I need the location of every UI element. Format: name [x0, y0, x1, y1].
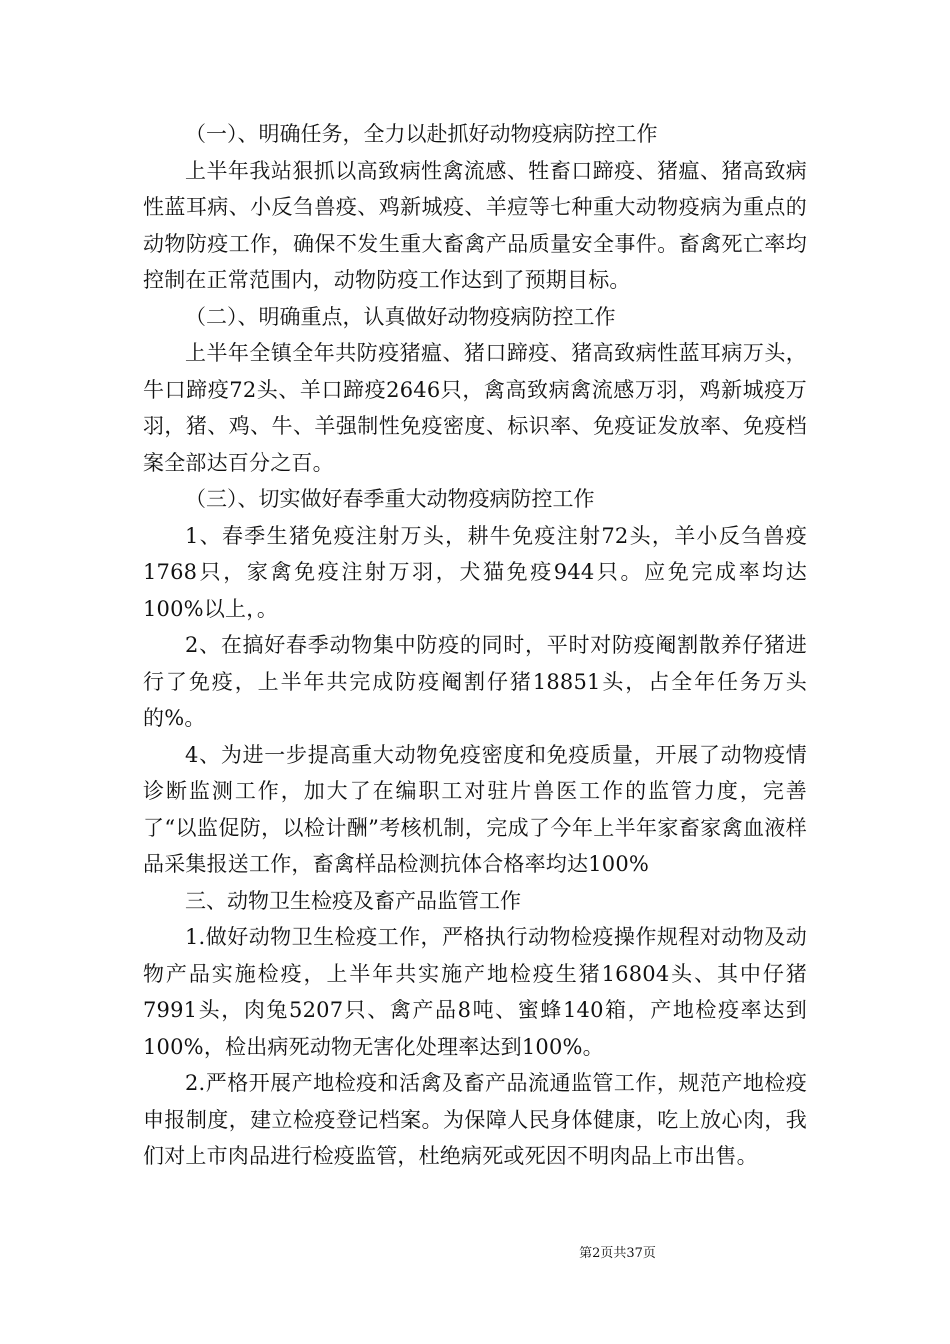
section-heading-4: 三、动物卫生检疫及畜产品监管工作: [185, 888, 521, 913]
paragraph-7: 2.严格开展产地检疫和活禽及畜产品流通监管工作，规范产地检疫申报制度，建立检疫登记档案。为保障人民身体健康，吃上放心肉，我们对上市肉品进行检疫监管，杜绝病死或死因不明肉品上市出售。: [143, 1071, 807, 1168]
paragraph-2: 上半年全镇全年共防疫猪瘟、猪口蹄疫、猪高致病性蓝耳病万头，牛口蹄疫72头、羊口蹄疫2646只，禽高致病禽流感万羽，鸡新城疫万羽，猪、鸡、牛、羊强制性免疫密度、标识率、免疫证发放率、免疫档案全部达百分之百。: [143, 341, 807, 475]
paragraph-3: 1、春季生猪免疫注射万头，耕牛免疫注射72头，羊小反刍兽疫1768只，家禽免疫注射万羽，犬猫免疫944只。应免完成率均达100%以上，。: [143, 523, 807, 621]
section-heading-3: （三）、切实做好春季重大动物疫病防控工作: [185, 487, 595, 511]
section-heading-1: （一）、明确任务，全力以赴抓好动物疫病防控工作: [185, 122, 658, 146]
paragraph-6: 1.做好动物卫生检疫工作，严格执行动物检疫操作规程对动物及动物产品实施检疫，上半年共实施产地检疫生猪16804头、其中仔猪7991头，肉兔5207只、禽产品8吨、蜜蜂140箱，产地检疫率达到100%，检出病死动物无害化处理率达到100%。: [143, 925, 807, 1059]
paragraph-1: 上半年我站狠抓以高致病性禽流感、牲畜口蹄疫、猪瘟、猪高致病性蓝耳病、小反刍兽疫、鸡新城疫、羊痘等七种重大动物疫病为重点的动物防疫工作，确保不发生重大畜禽产品质量安全事件。畜禽死亡率均控制在正常范围内，动物防疫工作达到了预期目标。: [143, 158, 807, 292]
paragraph-4: 2、在搞好春季动物集中防疫的同时，平时对防疫阉割散养仔猪进行了免疫，上半年共完成防疫阉割仔猪18851头，占全年任务万头的%。: [143, 633, 807, 730]
document-body: [143, 116, 807, 1175]
paragraph-5: 4、为进一步提高重大动物免疫密度和免疫质量，开展了动物疫情诊断监测工作，加大了在编职工对驻片兽医工作的监管力度，完善了“以监促防，以检计酬”考核机制，完成了今年上半年家畜家禽血液样品采集报送工作，畜禽样品检测抗体合格率均达100%: [143, 742, 807, 876]
section-heading-2: （二）、明确重点，认真做好动物疫病防控工作: [185, 304, 616, 329]
page-number-footer: 第2页共37页: [579, 1246, 656, 1261]
